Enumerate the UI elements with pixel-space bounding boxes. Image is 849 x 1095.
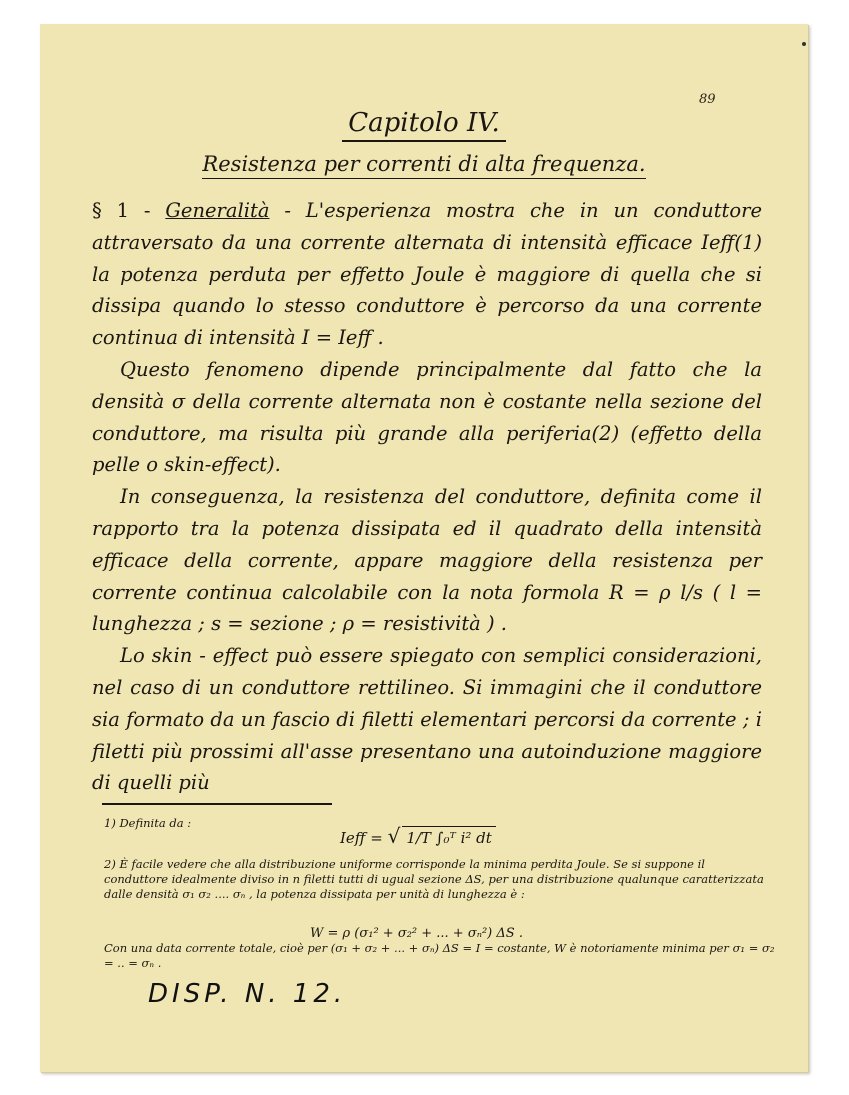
formula-effective-current (340, 824, 496, 848)
chapter-title-text: Capitolo IV. (342, 108, 505, 142)
footnote-2-continued-text: Con una data corrente totale, cioè per (σ₁ + σ₂ + ... + σₙ) ΔS = I = costante, W è notoriamente minima per σ₁ = σ₂ = .. = σₙ . (104, 941, 775, 970)
paragraph-4: Lo skin - effect può essere spiegato con semplici considerazioni, nel caso di un conduttore rettilineo. Si immagini che il conduttore sia formato da un fascio di filetti elementari percorsi da corrente ; i filetti più prossimi all'asse presentano una autoinduzione maggiore di quelli più (92, 644, 762, 795)
footnote-divider (102, 803, 332, 805)
dispensa-stamp: DISP. N. 12. (148, 979, 347, 1009)
section-dash: - (269, 199, 306, 222)
paragraph-1 (92, 195, 762, 354)
chapter-title (40, 108, 808, 138)
formula-1-lhs: Ieff = (340, 829, 383, 847)
footnote-1-text: 1) Definita da : (104, 816, 192, 830)
footnote-2 (104, 857, 772, 902)
footnote-2-continued (104, 941, 784, 971)
paragraph-1-text: L'esperienza mostra che in un conduttore attraversato da una corrente alternata di intensità efficace Ieff(1) la potenza perduta per effetto Joule è maggiore di quella che si dissipa quando lo stesso conduttore è percorso da una corrente continua di intensità I = Ieff . (92, 199, 762, 350)
paragraph-2: Questo fenomeno dipende principalmente dal fatto che la densità σ della corrente alternata non è costante nella sezione del conduttore, ma risulta più grande alla periferia(2) (effetto della pelle o skin-effect). (92, 357, 762, 477)
sqrt-sign: √ (387, 824, 401, 848)
ink-speck (802, 42, 806, 46)
chapter-subtitle-text: Resistenza per correnti di alta frequenza. (202, 152, 645, 179)
section-number: § 1 - (92, 199, 151, 222)
paragraph-3: In conseguenza, la resistenza del conduttore, definita come il rapporto tra la potenza dissipata ed il quadrato della intensità efficace della corrente, appare maggiore della resistenza per corrente continua calcolabile con la nota formola R = ρ l/s ( l = lunghezza ; s = sezione ; ρ = resistività ) . (92, 485, 762, 636)
document-page (40, 24, 808, 1072)
chapter-subtitle (40, 152, 808, 176)
formula-1-rhs: 1/T ∫₀ᵀ i² dt (402, 826, 495, 847)
formula-power-dissipated: W = ρ (σ₁² + σ₂² + ... + σₙ²) ΔS . (310, 926, 523, 941)
page-number: 89 (699, 92, 716, 107)
body-text (92, 195, 762, 799)
footnote-2-text: 2) È facile vedere che alla distribuzione uniforme corrisponde la minima perdita Joule. Se si suppone il conduttore idealmente diviso in n filetti tutti di ugual sezione ΔS, per una distribuzione qualunque caratterizzata dalle densità σ₁ σ₂ .... σₙ , la potenza dissipata per unità di lunghezza è : (104, 857, 764, 901)
section-title: Generalità (165, 199, 270, 222)
